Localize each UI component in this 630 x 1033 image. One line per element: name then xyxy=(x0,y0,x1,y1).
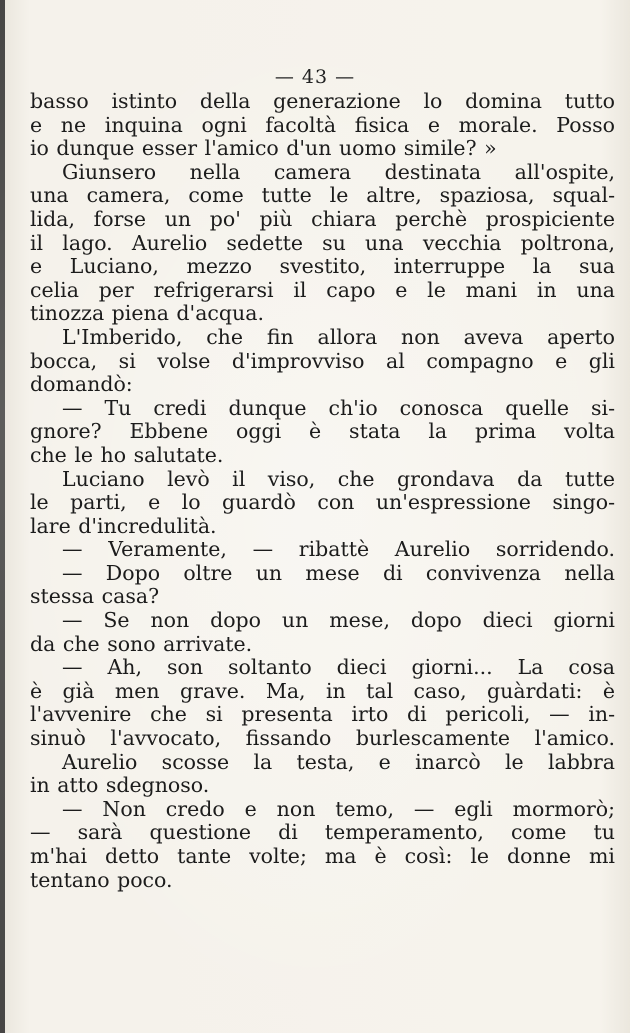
page-number: — 43 — xyxy=(274,66,356,88)
text-line: — Veramente, — ribattè Aurelio sorridendo. xyxy=(62,538,615,562)
text-line: — Tu credi dunque ch'io conosca quelle si- xyxy=(62,396,615,420)
text-line: Giunsero nella camera destinata all'ospite, xyxy=(62,160,615,184)
text-line: Luciano levò il viso, che grondava da tutte xyxy=(62,467,615,491)
text-line: io dunque esser l'amico d'un uomo simile? » xyxy=(30,137,497,161)
text-line: — Ah, son soltanto dieci giorni... La cosa xyxy=(62,656,615,680)
text-line: Aurelio scosse la testa, e inarcò le labbra xyxy=(62,750,615,774)
text-line: una camera, come tutte le altre, spaziosa, squal- xyxy=(30,184,615,208)
text-line: m'hai detto tante volte; ma è così: le donne mi xyxy=(30,845,615,868)
text-line: tentano poco. xyxy=(30,868,173,892)
text-line: basso istinto della generazione lo domina tutto xyxy=(30,90,615,113)
text-line: domandò: xyxy=(30,373,133,397)
text-line: sinuò l'avvocato, fissando burlescamente l'amico. xyxy=(30,727,615,751)
text-line: da che sono arrivate. xyxy=(30,632,253,656)
text-line: lida, forse un po' più chiara perchè prospiciente xyxy=(30,207,615,231)
text-line: tinozza piena d'acqua. xyxy=(30,302,264,326)
text-line: bocca, si volse d'improvviso al compagno e gli xyxy=(30,349,615,373)
text-line: stessa casa? xyxy=(30,585,160,609)
text-line: gnore? Ebbene oggi è stata la prima volta xyxy=(30,420,615,444)
text-line: è già men grave. Ma, in tal caso, guàrdati: è xyxy=(30,679,615,703)
body-text xyxy=(30,90,615,892)
text-line: che le ho salutate. xyxy=(30,443,224,467)
text-line: il lago. Aurelio sedette su una vecchia poltrona, xyxy=(30,231,615,255)
text-line: in atto sdegnoso. xyxy=(30,774,210,798)
text-line: L'Imberido, che fin allora non aveva aperto xyxy=(62,325,615,349)
text-line: e ne inquina ogni facoltà fisica e morale. Posso xyxy=(30,113,615,137)
text-line: celia per refrigerarsi il capo e le mani in una xyxy=(30,278,615,302)
page-edge-shadow xyxy=(0,0,5,1033)
text-line: le parti, e lo guardò con un'espressione singo- xyxy=(30,491,615,515)
text-line: e Luciano, mezzo svestito, interruppe la sua xyxy=(30,255,615,279)
text-line: — Se non dopo un mese, dopo dieci giorni xyxy=(62,609,615,633)
text-line: l'avvenire che si presenta irto di pericoli, — in- xyxy=(30,703,615,727)
text-line: lare d'incredulità. xyxy=(30,514,217,538)
text-line: — Non credo e non temo, — egli mormorò; xyxy=(62,797,615,821)
text-line: — sarà questione di temperamento, come tu xyxy=(30,821,615,845)
text-line: — Dopo oltre un mese di convivenza nella xyxy=(62,561,615,585)
